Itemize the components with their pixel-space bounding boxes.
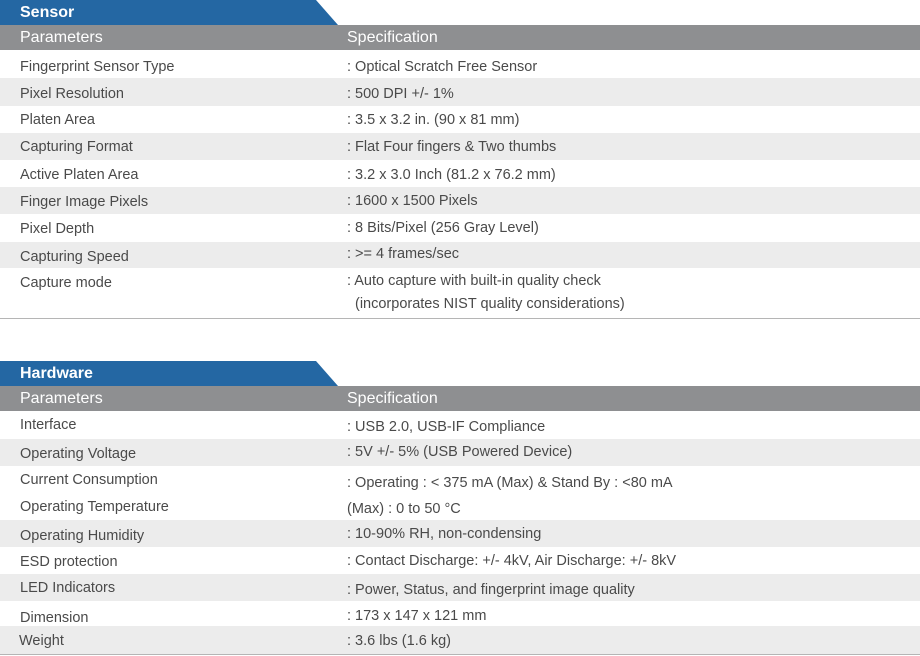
column-header-parameters: Parameters xyxy=(20,29,103,46)
section-title: Hardware xyxy=(20,365,93,382)
table-row xyxy=(0,160,920,187)
sensor-tab xyxy=(0,0,338,25)
table-row xyxy=(0,214,920,242)
param-label: Dimension xyxy=(20,610,89,626)
param-label: Interface xyxy=(20,417,77,433)
param-label: Current Consumption xyxy=(20,472,158,488)
param-label: Pixel Resolution xyxy=(20,86,124,102)
spec-value: : 3.2 x 3.0 Inch (81.2 x 76.2 mm) xyxy=(347,167,556,183)
table-row xyxy=(0,493,920,520)
table-row xyxy=(0,547,920,574)
table-row xyxy=(0,626,920,654)
spec-value: : 1600 x 1500 Pixels xyxy=(347,193,478,209)
table-row xyxy=(0,52,920,78)
param-label: Operating Voltage xyxy=(20,446,137,462)
param-label: Weight xyxy=(19,633,64,649)
param-label: Platen Area xyxy=(20,112,95,128)
section-title: Sensor xyxy=(20,4,75,21)
spec-value: : Power, Status, and fingerprint image quality xyxy=(347,582,635,598)
spec-value: : >= 4 frames/sec xyxy=(347,246,460,262)
param-label: Pixel Depth xyxy=(20,221,95,237)
spec-value: : 5V +/- 5% (USB Powered Device) xyxy=(347,444,573,460)
table-row xyxy=(0,78,920,106)
column-header-specification: Specification xyxy=(347,29,438,46)
table-row xyxy=(0,242,920,268)
spec-value: (Max) : 0 to 50 °C xyxy=(347,501,461,517)
spec-value: : 3.5 x 3.2 in. (90 x 81 mm) xyxy=(347,112,520,128)
table-header xyxy=(0,386,920,411)
spec-value: : 173 x 147 x 121 mm xyxy=(347,608,487,624)
spec-value: : Contact Discharge: +/- 4kV, Air Discharge: +/- 8kV xyxy=(347,553,677,569)
param-label: Capturing Format xyxy=(20,139,133,155)
param-label: Operating Humidity xyxy=(20,528,145,544)
spec-value: : USB 2.0, USB-IF Compliance xyxy=(347,419,546,435)
spec-value: : 10-90% RH, non-condensing xyxy=(347,526,542,542)
spec-value: : Operating : < 375 mA (Max) & Stand By : <80 mA xyxy=(347,475,673,491)
hardware-tab xyxy=(0,361,338,386)
param-label: LED Indicators xyxy=(20,580,116,596)
table-row xyxy=(0,187,920,214)
table-row xyxy=(0,520,920,547)
table-row xyxy=(0,439,920,466)
table-bottom-rule xyxy=(0,318,920,319)
table-row xyxy=(0,601,920,626)
param-label: ESD protection xyxy=(20,554,118,570)
table-row xyxy=(0,268,920,318)
param-label: Operating Temperature xyxy=(20,499,169,515)
param-label: Capturing Speed xyxy=(20,249,129,265)
table-row xyxy=(0,106,920,133)
table-row xyxy=(0,466,920,493)
spec-value: : 500 DPI +/- 1% xyxy=(347,86,454,102)
spec-value: : 3.6 lbs (1.6 kg) xyxy=(347,633,451,649)
spec-value: : Auto capture with built-in quality check xyxy=(347,273,601,289)
sensor-section xyxy=(0,0,920,320)
table-row xyxy=(0,133,920,160)
table-row xyxy=(0,413,920,439)
spec-value: : Optical Scratch Free Sensor xyxy=(347,59,538,75)
table-header xyxy=(0,25,920,50)
table-row xyxy=(0,574,920,601)
column-header-parameters: Parameters xyxy=(20,390,103,407)
column-header-specification: Specification xyxy=(347,390,438,407)
param-label: Fingerprint Sensor Type xyxy=(20,59,175,75)
spec-value: : Flat Four fingers & Two thumbs xyxy=(347,139,557,155)
table-bottom-rule xyxy=(0,654,920,655)
param-label: Capture mode xyxy=(20,275,112,291)
param-label: Active Platen Area xyxy=(20,167,139,183)
hardware-section xyxy=(0,361,920,656)
spec-value: : 8 Bits/Pixel (256 Gray Level) xyxy=(347,220,539,236)
param-label: Finger Image Pixels xyxy=(20,194,149,210)
spec-value-continued: (incorporates NIST quality considerations) xyxy=(355,296,625,312)
